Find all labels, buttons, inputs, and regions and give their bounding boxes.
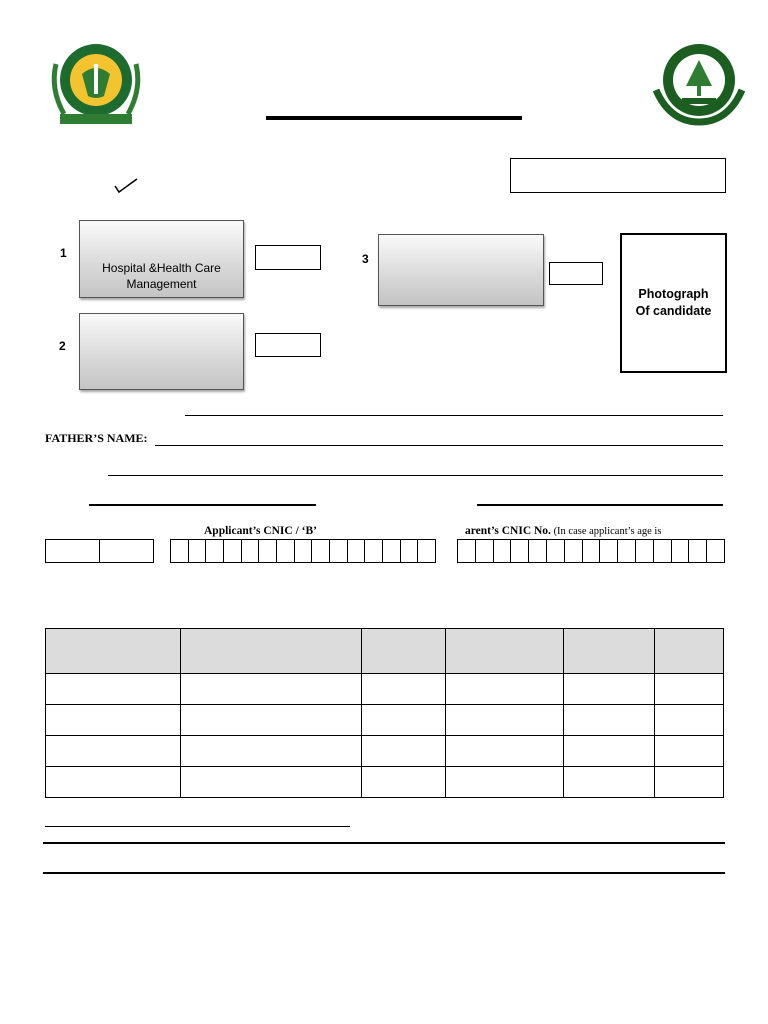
table-cell[interactable]	[181, 674, 362, 705]
name-line[interactable]	[185, 415, 723, 416]
table-cell[interactable]	[564, 736, 655, 767]
left-field-line[interactable]	[89, 504, 316, 506]
table-cell[interactable]	[361, 674, 445, 705]
cnic-digit-box[interactable]	[206, 540, 224, 562]
choice-option-2[interactable]	[79, 313, 244, 390]
photo-label-line1: Photograph	[638, 287, 709, 301]
cnic-digit-box[interactable]	[171, 540, 189, 562]
cnic-digit-box[interactable]	[401, 540, 419, 562]
table-cell[interactable]	[361, 736, 445, 767]
choice-label-1: Hospital &Health Care Management	[102, 261, 221, 291]
table-row	[46, 767, 724, 798]
bottom-rule-2	[43, 872, 725, 874]
table-header-cell	[564, 629, 655, 674]
check-mark-icon	[113, 176, 139, 199]
father-name-label: FATHER’S NAME:	[45, 431, 148, 445]
table-header-cell	[46, 629, 181, 674]
cnic-digit-box[interactable]	[529, 540, 547, 562]
cnic-digit-box[interactable]	[547, 540, 565, 562]
cnic-digit-box[interactable]	[565, 540, 583, 562]
cnic-digit-box[interactable]	[707, 540, 725, 562]
cnic-digit-box[interactable]	[476, 540, 494, 562]
cnic-digit-box[interactable]	[583, 540, 601, 562]
table-cell[interactable]	[655, 705, 724, 736]
parent-cnic-label-note: (In case applicant’s age is	[550, 526, 662, 537]
choice-option-1[interactable]	[79, 220, 244, 298]
table-cell[interactable]	[361, 767, 445, 798]
university-crest-logo	[46, 34, 146, 130]
choice-number-1: 1	[60, 246, 67, 260]
cnic-digit-box[interactable]	[348, 540, 366, 562]
cnic-digit-box[interactable]	[418, 540, 436, 562]
table-cell[interactable]	[655, 736, 724, 767]
small-code-boxes[interactable]	[45, 539, 154, 563]
parent-cnic-label-bold: arent’s CNIC No.	[465, 525, 551, 537]
form-number-box[interactable]	[510, 158, 726, 193]
table-header-cell	[361, 629, 445, 674]
table-header-cell	[446, 629, 564, 674]
applicant-cnic-boxes[interactable]	[170, 539, 436, 563]
cnic-digit-box[interactable]	[383, 540, 401, 562]
cnic-digit-box[interactable]	[259, 540, 277, 562]
cnic-digit-box[interactable]	[511, 540, 529, 562]
choice-number-3: 3	[362, 252, 369, 266]
choice-number-2: 2	[59, 339, 66, 353]
table-cell[interactable]	[655, 674, 724, 705]
applicant-cnic-label: Applicant’s CNIC / ‘B’	[204, 525, 317, 537]
bottom-rule-1	[43, 842, 725, 844]
table-row	[46, 705, 724, 736]
cnic-digit-box[interactable]	[224, 540, 242, 562]
table-cell[interactable]	[46, 674, 181, 705]
ihbm-tree-logo	[650, 38, 748, 128]
right-field-line[interactable]	[477, 504, 723, 506]
table-cell[interactable]	[361, 705, 445, 736]
table-header-row	[46, 629, 724, 674]
table-cell[interactable]	[181, 767, 362, 798]
table-header-cell	[181, 629, 362, 674]
table-cell[interactable]	[181, 705, 362, 736]
table-row	[46, 674, 724, 705]
table-cell[interactable]	[446, 736, 564, 767]
table-cell[interactable]	[564, 705, 655, 736]
choice-preference-box-2[interactable]	[255, 333, 321, 357]
table-cell[interactable]	[446, 674, 564, 705]
cnic-digit-box[interactable]	[618, 540, 636, 562]
table-cell[interactable]	[655, 767, 724, 798]
table-cell[interactable]	[46, 705, 181, 736]
signature-line[interactable]	[45, 826, 350, 827]
parent-cnic-label	[465, 525, 661, 537]
cnic-digit-box[interactable]	[689, 540, 707, 562]
cnic-digit-box[interactable]	[330, 540, 348, 562]
table-cell[interactable]	[564, 674, 655, 705]
choice-preference-box-3[interactable]	[549, 262, 603, 285]
table-cell[interactable]	[446, 767, 564, 798]
address-line[interactable]	[108, 475, 723, 476]
cnic-digit-box[interactable]	[494, 540, 512, 562]
table-header-cell	[655, 629, 724, 674]
cnic-digit-box[interactable]	[365, 540, 383, 562]
cnic-digit-box[interactable]	[277, 540, 295, 562]
choice-preference-box-1[interactable]	[255, 245, 321, 270]
cnic-digit-box[interactable]	[312, 540, 330, 562]
photograph-box[interactable]	[620, 233, 727, 373]
photo-label-line2: Of candidate	[635, 304, 712, 318]
cnic-digit-box[interactable]	[636, 540, 654, 562]
table-cell[interactable]	[564, 767, 655, 798]
cnic-digit-box[interactable]	[458, 540, 476, 562]
cnic-digit-box[interactable]	[654, 540, 672, 562]
cnic-digit-box[interactable]	[295, 540, 313, 562]
qualification-table	[45, 628, 724, 798]
title-underline	[266, 116, 522, 120]
table-cell[interactable]	[46, 736, 181, 767]
cnic-digit-box[interactable]	[600, 540, 618, 562]
parent-cnic-boxes[interactable]	[457, 539, 725, 563]
father-name-line[interactable]	[155, 445, 723, 446]
cnic-digit-box[interactable]	[189, 540, 207, 562]
table-cell[interactable]	[46, 767, 181, 798]
table-cell[interactable]	[446, 705, 564, 736]
choice-option-3[interactable]	[378, 234, 544, 306]
cnic-digit-box[interactable]	[672, 540, 690, 562]
table-cell[interactable]	[181, 736, 362, 767]
table-row	[46, 736, 724, 767]
cnic-digit-box[interactable]	[242, 540, 260, 562]
